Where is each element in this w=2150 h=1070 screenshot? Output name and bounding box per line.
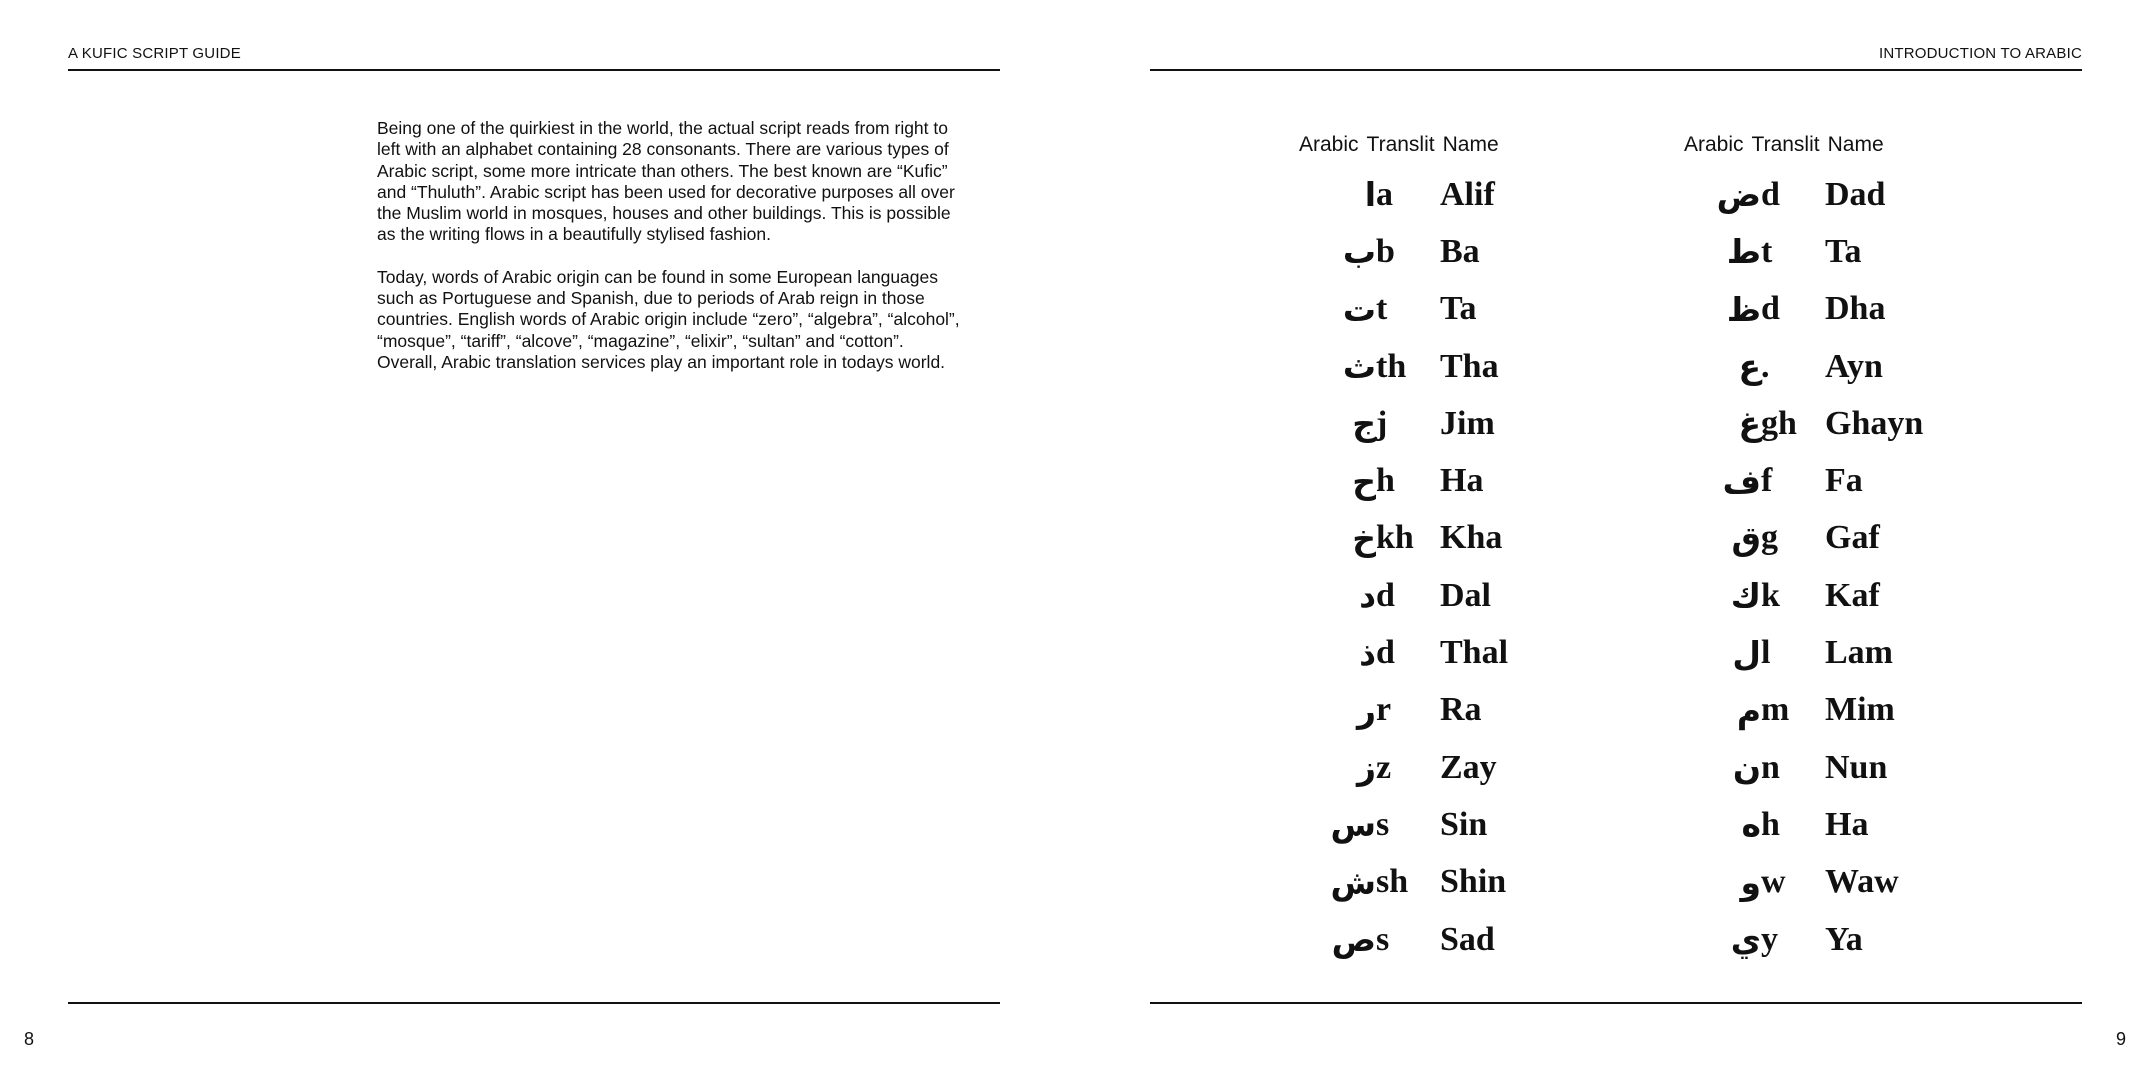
transliteration: d [1376,634,1395,672]
letter-name: Ha [1440,462,1484,500]
header-arabic: Arabic [1684,133,1744,156]
arabic-letter: ي [1730,920,1761,959]
letter-row [1684,624,1923,681]
transliteration: z [1376,748,1392,786]
letter-row [1684,510,1923,567]
letter-name: Dal [1440,576,1491,614]
letter-row [1684,796,1923,853]
arabic-letter: ث [1342,347,1376,387]
letter-name: Alif [1440,175,1495,213]
running-head-left: A KUFIC SCRIPT GUIDE [68,45,241,62]
arabic-letter: ب [1342,232,1376,272]
transliteration: . [1761,347,1770,385]
arabic-letter: ض [1716,175,1761,215]
transliteration: r [1376,691,1392,729]
transliteration: th [1376,347,1407,385]
letter-row [1299,223,1508,280]
letter-name: Waw [1825,863,1899,901]
arabic-letter: ط [1726,232,1761,272]
letter-name: Thal [1440,634,1509,672]
bottom-rule-right [1150,1002,2082,1004]
letter-name: Zay [1440,748,1497,786]
arabic-letter: ز [1357,748,1376,788]
transliteration: g [1761,519,1778,557]
arabic-letter: ف [1722,461,1761,501]
letter-name: Mim [1825,691,1895,729]
letter-name: Ghayn [1825,404,1924,442]
letter-row [1299,739,1508,796]
page-number-left: 8 [24,1029,35,1049]
transliteration: d [1376,576,1395,614]
letter-row [1684,395,1923,452]
transliteration: l [1761,634,1771,672]
letter-row [1299,624,1508,681]
letter-row [1299,567,1508,624]
letter-row [1684,854,1923,911]
arabic-letter: ن [1732,748,1761,788]
arabic-letter: ت [1342,289,1376,329]
letter-row [1684,567,1923,624]
top-rule-left [68,69,1000,71]
transliteration: s [1376,920,1390,958]
letter-name: Shin [1440,863,1507,901]
transliteration: y [1761,920,1778,958]
paragraph-2: Today, words of Arabic origin can be found in some European languages such as Portuguese and Spanish, due to periods of Arab reign in those countries. English words of Arabic origin include “zero”, “algebra”, “alcohol”, “mosque”, “tariff”, “alcove”, “magazine”, “elixir”, “sultan” and “cotton”. Overall, Arabic translation services play an important role in todays world. [377,266,960,372]
arabic-letter: ق [1731,518,1761,558]
arabic-letter: ش [1330,862,1376,902]
header-translit: Translit [1366,133,1435,156]
letter-name: Jim [1440,404,1495,442]
transliteration: a [1376,175,1393,213]
arabic-letter: ك [1730,576,1761,616]
letter-row [1299,281,1508,338]
header-arabic: Arabic [1299,133,1359,156]
arabic-letter: خ [1352,518,1376,558]
transliteration: d [1761,290,1780,328]
letter-row [1299,338,1508,395]
letter-name: Lam [1825,634,1893,672]
letter-name: Fa [1825,462,1863,500]
letter-row [1299,682,1508,739]
running-head-right: INTRODUCTION TO ARABIC [1878,45,2082,62]
header-name: Name [1442,133,1499,156]
letter-name: Sad [1440,920,1495,958]
letter-row [1684,682,1923,739]
letter-name: Gaf [1825,519,1880,557]
arabic-letter: م [1736,690,1761,730]
letter-row [1684,452,1923,509]
transliteration: sh [1376,863,1409,901]
header-translit: Translit [1751,133,1820,156]
transliteration: s [1376,805,1390,843]
arabic-letter: ذ [1359,633,1376,673]
letter-row [1299,911,1508,968]
letter-name: Ya [1825,920,1863,958]
body-text [377,118,967,394]
letter-row [1299,510,1508,567]
letter-row [1684,281,1923,338]
letter-row [1684,166,1923,223]
arabic-letter: ع [1738,347,1761,387]
letter-name: Kaf [1825,576,1880,614]
top-rule-right [1150,69,2082,71]
transliteration: h [1761,805,1780,843]
letter-row [1299,796,1508,853]
transliteration: b [1376,232,1395,270]
letter-row [1299,166,1508,223]
letter-name: Dad [1825,175,1886,213]
transliteration: f [1761,462,1773,500]
arabic-letter: س [1330,805,1376,845]
arabic-letter: ه [1741,805,1761,845]
bottom-rule-left [68,1002,1000,1004]
arabic-letter: ر [1357,690,1376,730]
header-name: Name [1827,133,1884,156]
column-header [1684,130,1923,160]
transliteration: kh [1376,519,1414,557]
letter-name: Ta [1440,290,1477,328]
transliteration: n [1761,748,1780,786]
letter-row [1299,854,1508,911]
letter-row [1299,452,1508,509]
arabic-letter: ح [1352,461,1376,501]
transliteration: w [1761,863,1786,901]
arabic-letter: ص [1331,920,1376,959]
letter-name: Sin [1440,805,1488,843]
letter-name: Ha [1825,805,1869,843]
letter-row [1684,338,1923,395]
transliteration: d [1761,175,1780,213]
arabic-letter: و [1740,862,1761,902]
letter-name: Ba [1440,232,1480,270]
letter-rows-left [1299,166,1508,968]
letter-name: Ra [1440,691,1482,729]
letter-name: Tha [1440,347,1499,385]
transliteration: gh [1761,404,1797,442]
transliteration: m [1761,691,1790,729]
letter-name: Ayn [1825,347,1883,385]
column-header [1299,130,1508,160]
transliteration: t [1761,232,1773,270]
alphabet-column-right [1684,130,1923,968]
arabic-letter: ظ [1726,289,1761,329]
letter-rows-right [1684,166,1923,968]
transliteration: j [1376,404,1388,442]
arabic-letter: ل [1732,633,1761,673]
arabic-letter: غ [1738,404,1761,444]
arabic-letter: ا [1364,175,1376,215]
page-number-right: 9 [2115,1029,2126,1049]
arabic-letter: د [1359,576,1376,616]
transliteration: t [1376,290,1388,328]
letter-row [1299,395,1508,452]
letter-name: Kha [1440,519,1503,557]
letter-row [1684,739,1923,796]
paragraph-1: Being one of the quirkiest in the world, the actual script reads from right to left with an alphabet containing 28 consonants. There are various types of Arabic script, some more intricate than others. The best known are “Kufic” and “Thuluth”. Arabic script has been used for decorative purposes all over the Muslim world in mosques, houses and other buildings. This is possible as the writing flows in a beautifully stylised fashion. [377,118,955,245]
alphabet-column-left [1299,130,1508,968]
letter-name: Dha [1825,290,1886,328]
letter-name: Nun [1825,748,1888,786]
arabic-letter: ج [1352,404,1376,444]
letter-row [1684,911,1923,968]
letter-row [1684,223,1923,280]
transliteration: k [1761,576,1780,614]
transliteration: h [1376,462,1395,500]
letter-name: Ta [1825,232,1862,270]
